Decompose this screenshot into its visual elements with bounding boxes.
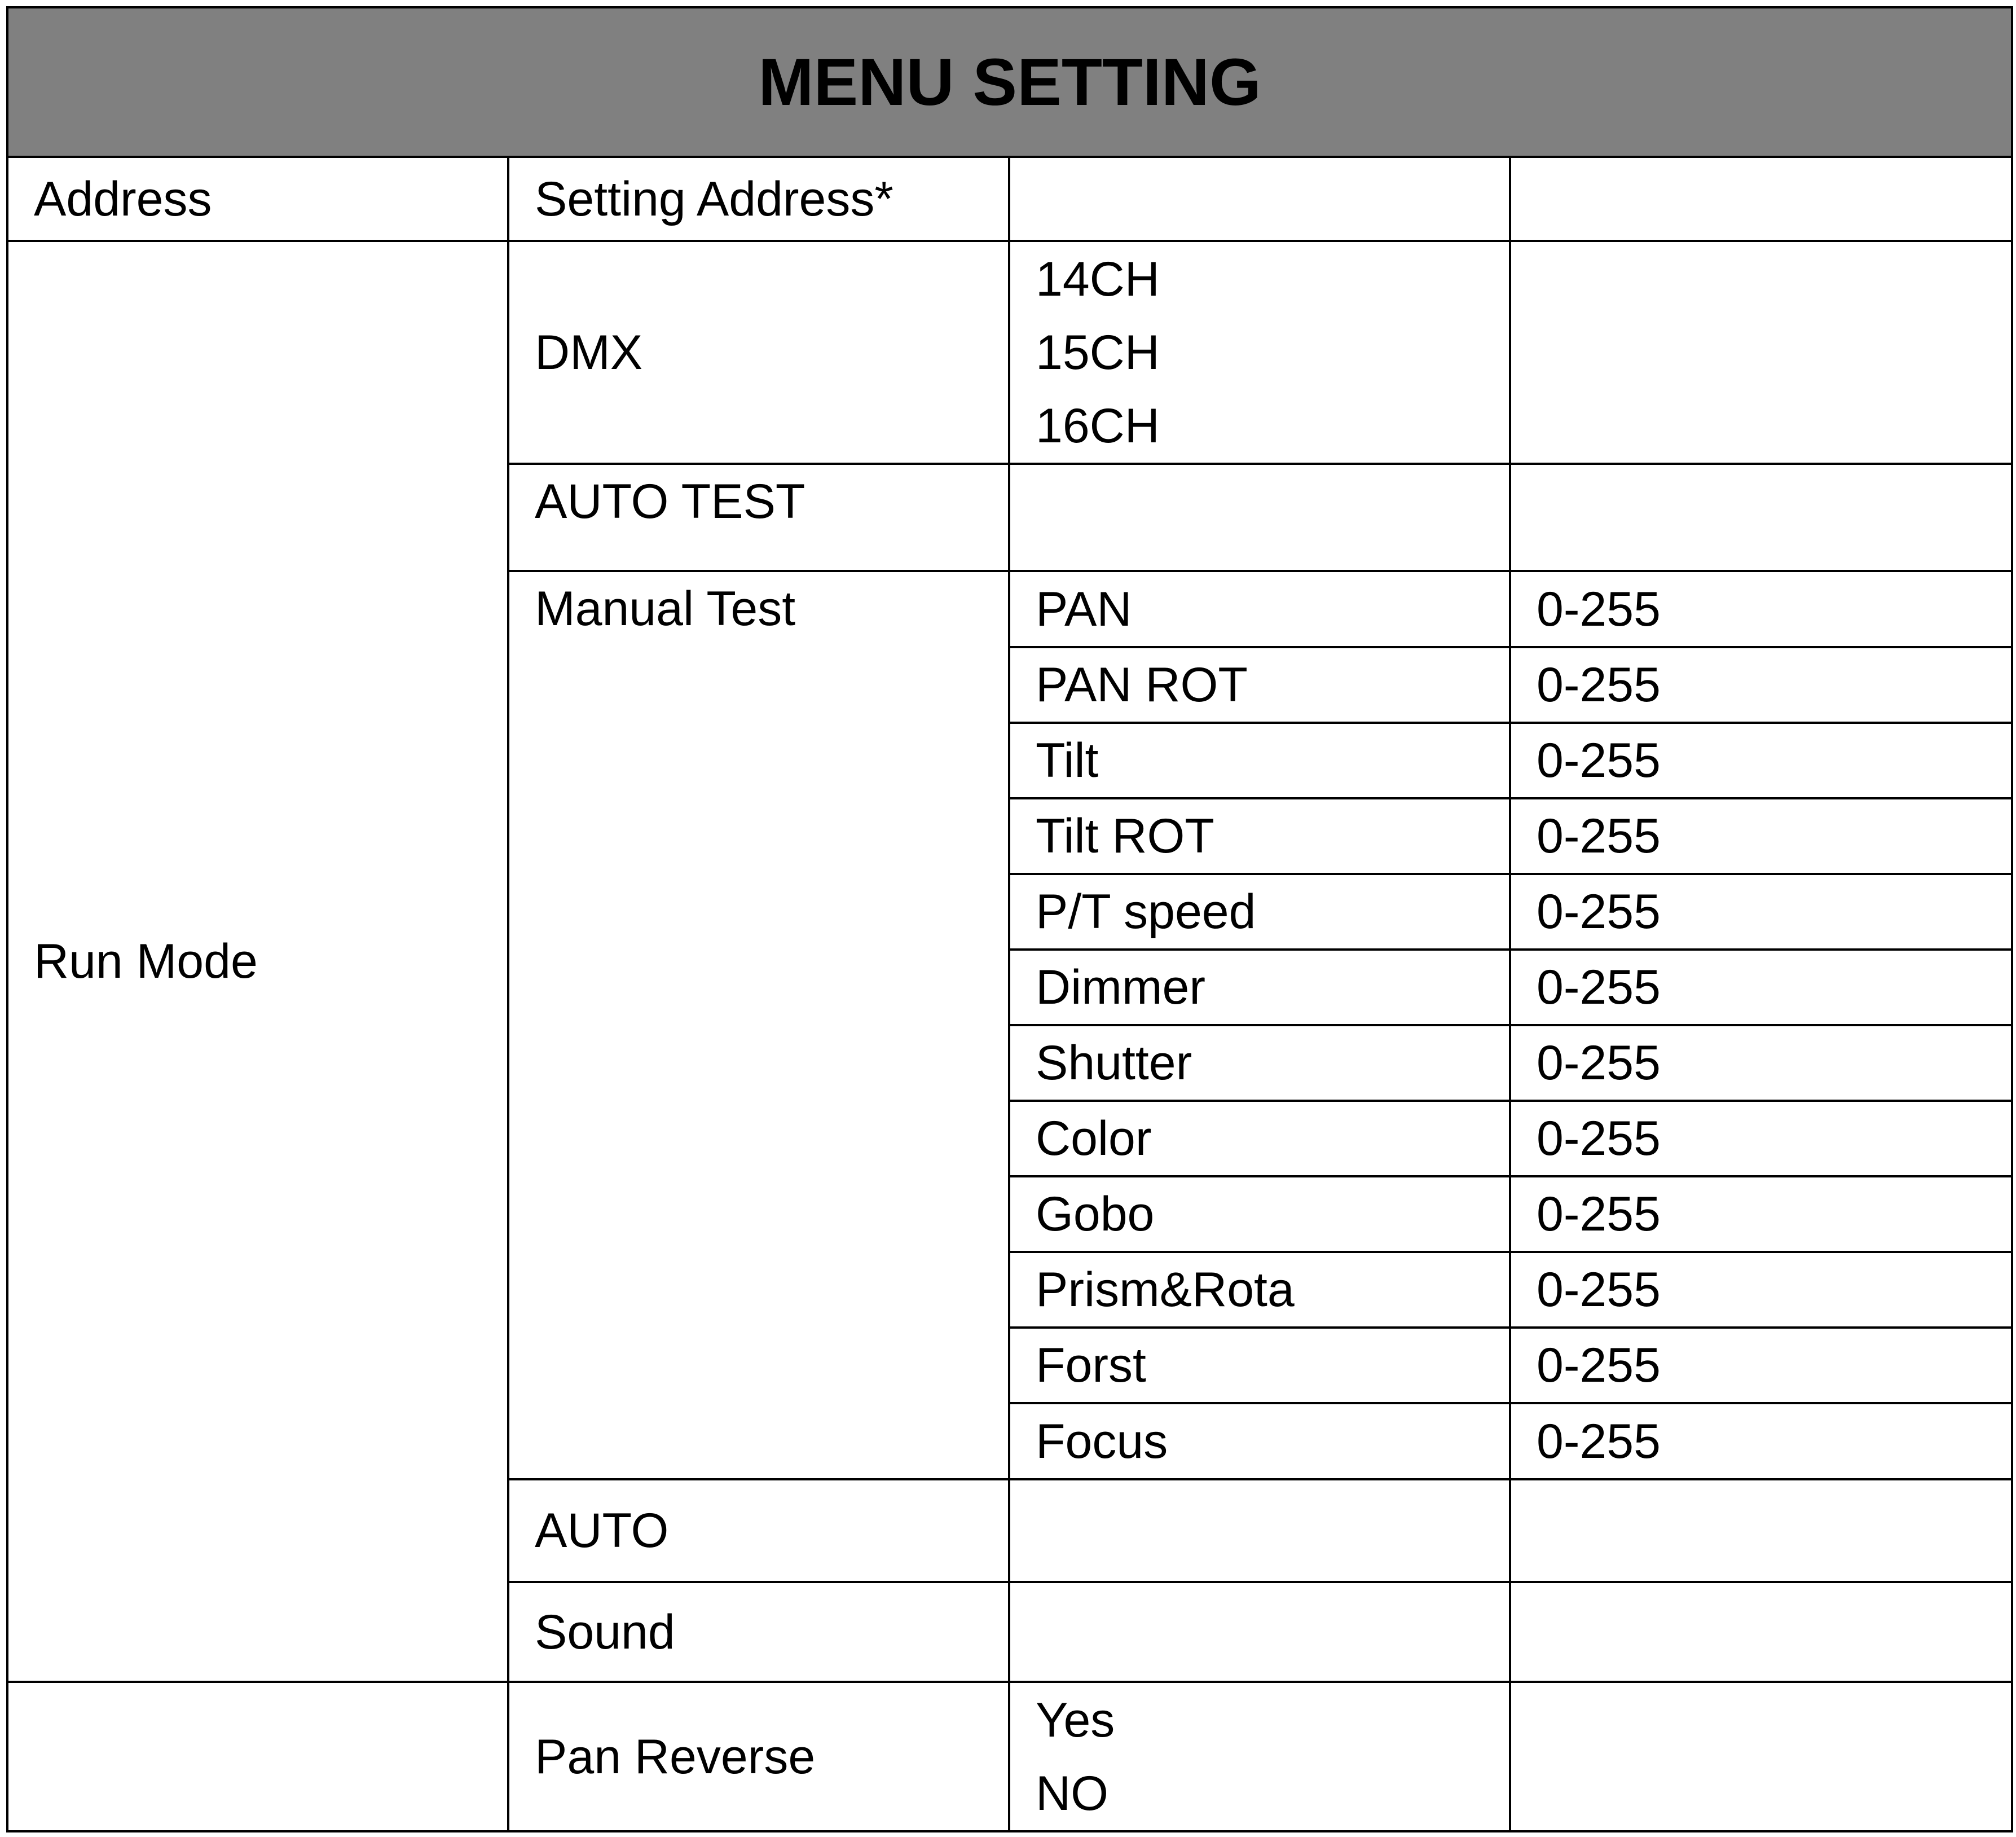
empty-cell [1009,157,1510,241]
manual-test-item: Dimmer [1009,950,1510,1025]
manual-test-item: P/T speed [1009,874,1510,950]
empty-cell [1510,1682,2012,1831]
manual-test-range: 0-255 [1510,647,2012,723]
empty-cell [1009,464,1510,571]
empty-cell [1510,157,2012,241]
empty-cell [1510,241,2012,464]
manual-test-range: 0-255 [1510,874,2012,950]
dmx-option: 15CH [1036,325,1160,380]
manual-test-label: Manual Test [508,571,1009,1479]
manual-test-range: 0-255 [1510,1025,2012,1101]
manual-test-item: PAN ROT [1009,647,1510,723]
manual-test-item: Color [1009,1101,1510,1176]
empty-cell [7,1682,508,1831]
auto-label: AUTO [508,1479,1009,1582]
pan-reverse-options [1009,1682,1510,1831]
empty-cell [1510,1582,2012,1682]
auto-test-label: AUTO TEST [508,464,1009,571]
manual-test-item: Forst [1009,1328,1510,1403]
empty-cell [1009,1582,1510,1682]
sound-label: Sound [508,1582,1009,1682]
manual-test-item: Tilt ROT [1009,798,1510,874]
dmx-option: 16CH [1036,398,1160,453]
table-title: MENU SETTING [7,7,2012,157]
manual-test-range: 0-255 [1510,1403,2012,1479]
manual-test-item: Gobo [1009,1176,1510,1252]
manual-test-item: Focus [1009,1403,1510,1479]
manual-test-range: 0-255 [1510,950,2012,1025]
manual-test-item: Prism&Rota [1009,1252,1510,1328]
dmx-option: 14CH [1036,252,1160,306]
pan-reverse-option: Yes [1036,1693,1115,1747]
menu-setting-table [6,6,2013,1832]
manual-test-range: 0-255 [1510,723,2012,798]
empty-cell [1510,464,2012,571]
run-mode-label: Run Mode [7,241,508,1682]
pan-reverse-label: Pan Reverse [508,1682,1009,1831]
pan-reverse-row [7,1682,2012,1831]
dmx-row [7,241,2012,464]
empty-cell [1510,1479,2012,1582]
manual-test-range: 0-255 [1510,1101,2012,1176]
address-row [7,157,2012,241]
manual-test-item: Tilt [1009,723,1510,798]
manual-test-item: Shutter [1009,1025,1510,1101]
empty-cell [1009,1479,1510,1582]
manual-test-range: 0-255 [1510,1252,2012,1328]
manual-test-range: 0-255 [1510,798,2012,874]
manual-test-range: 0-255 [1510,571,2012,647]
manual-test-range: 0-255 [1510,1328,2012,1403]
manual-test-range: 0-255 [1510,1176,2012,1252]
dmx-options [1009,241,1510,464]
dmx-label: DMX [508,241,1009,464]
title-row [7,7,2012,157]
pan-reverse-option: NO [1036,1766,1108,1821]
manual-test-item: PAN [1009,571,1510,647]
address-label: Address [7,157,508,241]
setting-address-label: Setting Address* [508,157,1009,241]
